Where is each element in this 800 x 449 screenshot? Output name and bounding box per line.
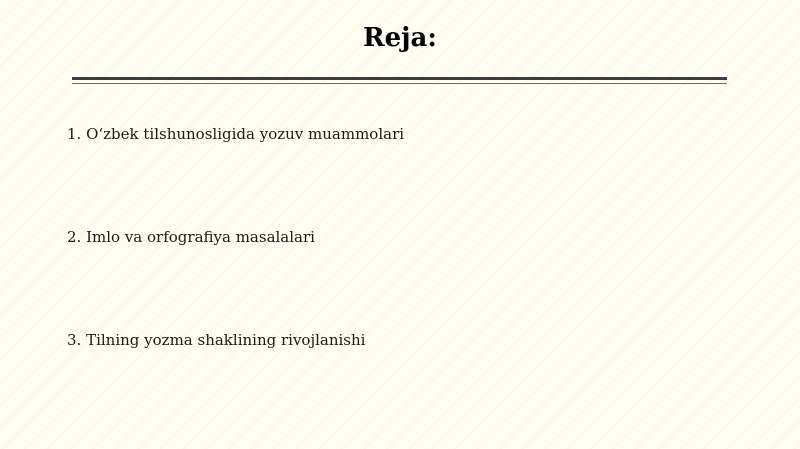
divider-thick-line	[72, 77, 727, 80]
plan-item-3: 3. Tilning yozma shaklining rivojlanishi	[67, 331, 366, 349]
divider-thin-line	[72, 83, 727, 84]
plan-item-1: 1. O‘zbek tilshunosligida yozuv muammolari	[67, 125, 405, 143]
title-divider	[72, 77, 727, 86]
slide-title: Reja:	[362, 23, 437, 53]
plan-item-2: 2. Imlo va orfografiya masalalari	[67, 228, 315, 246]
